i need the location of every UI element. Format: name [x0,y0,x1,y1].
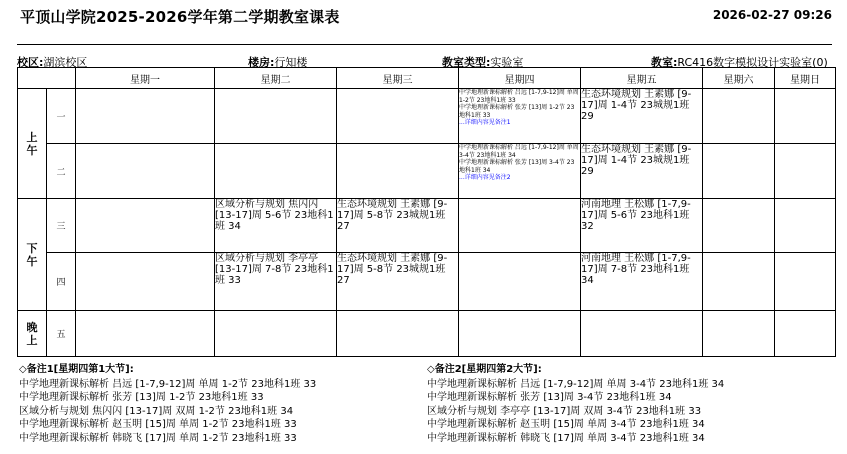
cell-sun-p5 [775,311,836,357]
cell-sat-p1 [703,89,775,144]
cell-thu-p1 [459,89,581,144]
cell-wed-p4 [337,253,459,311]
see-note-1-link[interactable]: ...详细内容见备注1 [459,119,511,126]
note-line: 中学地理新课标解析 韩晓飞 [17]周 单周 1-2节 23地科1班 33 [19,432,297,444]
cell-sat-p2 [703,144,775,199]
note-line: 中学地理新课标解析 吕远 [1-7,9-12]周 单周 3-4节 23地科1班 34 [427,378,725,390]
note-1-title: ◇备注1[星期四第1大节]: [19,364,134,375]
cell-sat-p5 [703,311,775,357]
cell-sat-p4 [703,253,775,311]
half-label-morning: 上午 [18,89,47,199]
header-divider [17,44,832,45]
cell-tue-p1 [215,89,337,144]
note-line: 中学地理新课标解析 张芳 [13]周 3-4节 23地科1班 34 [427,392,672,404]
building-label: 楼房: [248,56,275,69]
cell-thu-p2 [459,144,581,199]
cell-fri-p2 [581,144,703,199]
course-entry: 河南地理 王松娜 [1-7,9-17]周 7-8节 23地科1班 34 [581,253,691,286]
cell-tue-p5 [215,311,337,357]
weekday-header-fri: 星期五 [581,68,703,89]
cell-tue-p2 [215,144,337,199]
weekday-header-sat: 星期六 [703,68,775,89]
cell-fri-p1 [581,89,703,144]
see-note-2-link[interactable]: ...详细内容见备注2 [459,174,511,181]
cell-fri-p3 [581,199,703,253]
half-label-evening: 晚上 [18,311,47,357]
period-label-2: 二 [47,144,76,199]
cell-sun-p3 [775,199,836,253]
cell-thu-p5 [459,311,581,357]
timetable [17,67,836,357]
weekday-header-wed: 星期三 [337,68,459,89]
note-line: 区域分析与规划 李亭亭 [13-17]周 双周 3-4节 23地科1班 33 [427,405,702,417]
classroom-value: RC416数字模拟设计实验室(0) [677,56,828,69]
period-row-4 [18,253,836,311]
note-line: 中学地理新课标解析 吕远 [1-7,9-12]周 单周 1-2节 23地科1班 33 [19,378,317,390]
course-entry: 生态环境规划 王素娜 [9-17]周 5-8节 23城规1班 27 [337,199,448,232]
cell-mon-p3 [76,199,215,253]
note-line: 中学地理新课标解析 韩晓飞 [17]周 单周 3-4节 23地科1班 34 [427,432,705,444]
course-entry: 区域分析与规划 李亭亭 [13-17]周 7-8节 23地科1班 33 [215,253,334,286]
course-entry: 中学地理新课标解析 张芳 [13]周 1-2节 23地科1班 33 [459,104,575,119]
note-2-title: ◇备注2[星期四第2大节]: [427,364,542,375]
course-entry: 河南地理 王松娜 [1-7,9-17]周 5-6节 23地科1班 32 [581,199,691,232]
cell-tue-p4 [215,253,337,311]
period-row-1 [18,89,836,144]
weekday-header-mon: 星期一 [76,68,215,89]
course-entry: 中学地理新课标解析 张芳 [13]周 3-4节 23地科1班 34 [459,159,575,174]
cell-wed-p3 [337,199,459,253]
cell-thu-p4 [459,253,581,311]
half-label-afternoon: 下午 [18,199,47,311]
cell-mon-p2 [76,144,215,199]
print-timestamp: 2026-02-27 09:26 [712,8,832,22]
period-label-5: 五 [47,311,76,357]
campus-value: 湖滨校区 [43,56,88,69]
cell-mon-p1 [76,89,215,144]
period-row-3 [18,199,836,253]
period-label-3: 三 [47,199,76,253]
cell-fri-p4 [581,253,703,311]
course-entry: 生态环境规划 王素娜 [9-17]周 1-4节 23城规1班 29 [581,89,692,122]
weekday-header-thu: 星期四 [459,68,581,89]
weekday-header-tue: 星期二 [215,68,337,89]
note-line: 中学地理新课标解析 张芳 [13]周 1-2节 23地科1班 33 [19,392,264,404]
course-entry: 区域分析与规划 焦闪闪 [13-17]周 5-6节 23地科1班 34 [215,199,334,232]
course-entry: 生态环境规划 王素娜 [9-17]周 5-8节 23城规1班 27 [337,253,448,286]
note-2-block [427,363,724,446]
period-label-1: 一 [47,89,76,144]
page-title: 平顶山学院2025-2026学年第二学期教室课表 [20,8,340,26]
note-line: 中学地理新课标解析 赵玉明 [15]周 单周 1-2节 23地科1班 33 [19,419,297,431]
course-entry: 中学地理新课标解析 吕远 [1-7,9-12]周 单周 3-4节 23地科1班 34 [459,144,579,159]
cell-thu-p3 [459,199,581,253]
cell-sat-p3 [703,199,775,253]
note-line: 中学地理新课标解析 赵玉明 [15]周 单周 3-4节 23地科1班 34 [427,419,705,431]
cell-mon-p5 [76,311,215,357]
classroom-label: 教室: [651,56,678,69]
period-row-2 [18,144,836,199]
cell-wed-p5 [337,311,459,357]
campus-label: 校区: [17,56,44,69]
weekday-header-row [18,68,836,89]
room-type-value: 实验室 [490,56,524,69]
cell-wed-p2 [337,144,459,199]
room-type-label: 教室类型: [442,56,491,69]
cell-wed-p1 [337,89,459,144]
note-line: 区域分析与规划 焦闪闪 [13-17]周 双周 1-2节 23地科1班 34 [19,405,294,417]
cell-mon-p4 [76,253,215,311]
cell-fri-p5 [581,311,703,357]
note-1-block [19,363,316,446]
cell-tue-p3 [215,199,337,253]
period-label-4: 四 [47,253,76,311]
cell-sun-p4 [775,253,836,311]
building-value: 行知楼 [274,56,308,69]
course-entry: 生态环境规划 王素娜 [9-17]周 1-4节 23城规1班 29 [581,144,692,177]
period-row-5 [18,311,836,357]
course-entry: 中学地理新课标解析 吕远 [1-7,9-12]周 单周 1-2节 23地科1班 33 [459,89,579,104]
cell-sun-p2 [775,144,836,199]
cell-sun-p1 [775,89,836,144]
corner-cell [18,68,76,89]
weekday-header-sun: 星期日 [775,68,836,89]
